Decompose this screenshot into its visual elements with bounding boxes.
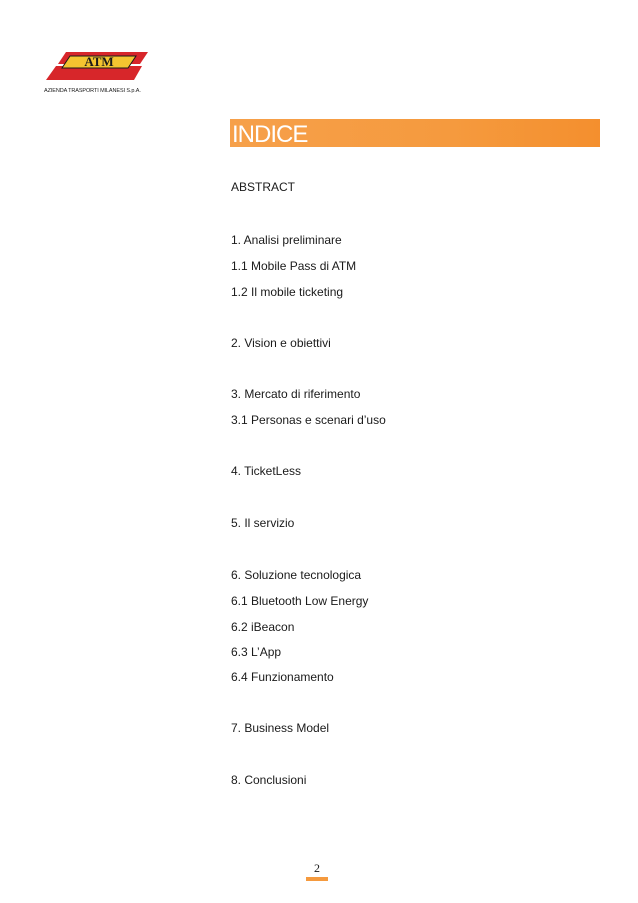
toc-item-1: 1. Analisi preliminare bbox=[231, 233, 342, 247]
toc-item-6-4: 6.4 Funzionamento bbox=[231, 670, 334, 684]
toc-item-3: 3. Mercato di riferimento bbox=[231, 387, 361, 401]
atm-logo bbox=[40, 44, 150, 100]
index-header-band bbox=[230, 119, 600, 147]
atm-logo-graphic bbox=[40, 44, 150, 88]
logo-tagline: AZIENDA TRASPORTI MILANESI S.p.A. bbox=[44, 88, 141, 94]
toc-item-1-2: 1.2 Il mobile ticketing bbox=[231, 285, 344, 299]
toc-item-3-1: 3.1 Personas e scenari d’uso bbox=[231, 413, 386, 427]
toc-item-6: 6. Soluzione tecnologica bbox=[231, 568, 362, 582]
toc-item-8: 8. Conclusioni bbox=[231, 773, 307, 787]
toc-item-2: 2. Vision e obiettivi bbox=[231, 336, 331, 350]
toc-item-6-3: 6.3 L’App bbox=[231, 645, 282, 659]
index-title: INDICE bbox=[232, 121, 308, 148]
toc-item-6-1: 6.1 Bluetooth Low Energy bbox=[231, 594, 369, 608]
toc-item-6-2: 6.2 iBeacon bbox=[231, 620, 295, 634]
logo-brand-text: ATM bbox=[84, 54, 114, 69]
toc-item-1-1: 1.1 Mobile Pass di ATM bbox=[231, 259, 357, 273]
toc-item-5: 5. Il servizio bbox=[231, 516, 295, 530]
toc-item-abstract: ABSTRACT bbox=[231, 180, 296, 194]
page-number: 2 bbox=[314, 861, 320, 875]
toc-item-7: 7. Business Model bbox=[231, 721, 330, 735]
toc-item-4: 4. TicketLess bbox=[231, 464, 302, 478]
page-number-underline bbox=[306, 877, 328, 881]
